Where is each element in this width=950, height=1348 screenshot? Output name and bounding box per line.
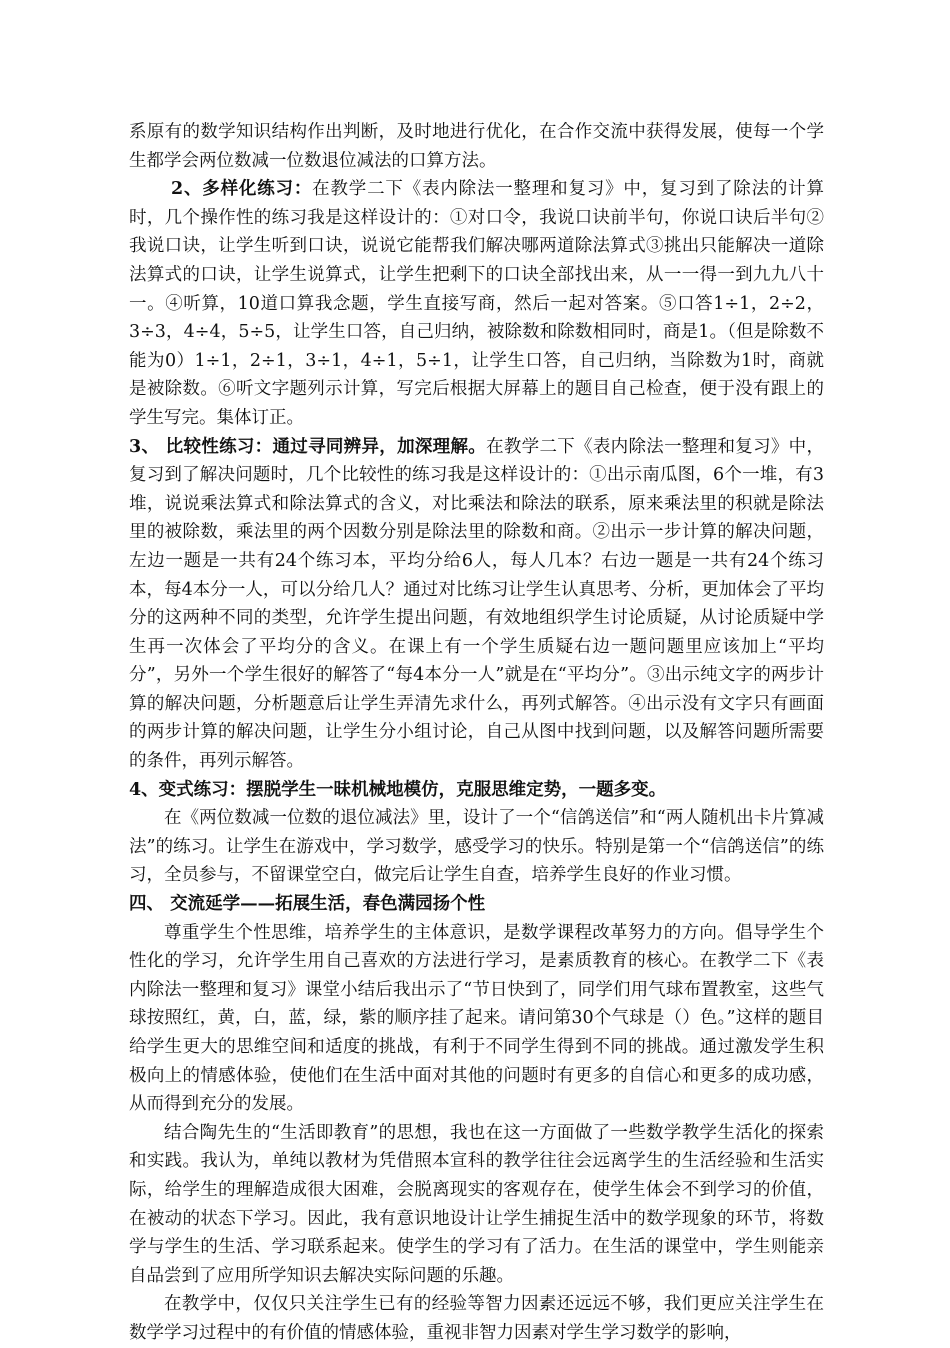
paragraph-comparative-practice bbox=[129, 433, 824, 776]
section-heading-3: 3、 比较性练习：通过寻同辨异，加深理解。 bbox=[129, 436, 487, 457]
document-page bbox=[129, 118, 824, 1348]
paragraph-variant-practice: 在《两位数减一位数的退位减法》里，设计了一个“信鸽送信”和“两人随机出卡片算减法”的练习。让学生在游戏中，学习数学，感受学习的快乐。特别是第一个“信鸽送信”的练习，全员参与，不留课堂空白，做完后让学生自查，培养学生良好的作业习惯。 bbox=[129, 808, 824, 886]
paragraph-life-education: 结合陶先生的“生活即教育”的思想，我也在这一方面做了一些数学教学生活化的探索和实践。我认为，单纯以教材为凭借照本宣科的教学往往会远离学生的生活经验和生活实际，给学生的理解造成很大困难，会脱离现实的客观存在，使学生体会不到学习的价值，在被动的状态下学习。因此，我有意识地设计让学生捕捉生活中的数学现象的环节，将数学与学生的生活、学习联系起来。使学生的学习有了活力。在生活的课堂中，学生则能亲自品尝到了应用所学知识去解决实际问题的乐趣。 bbox=[129, 1122, 824, 1286]
section-heading-part-4: 四、 交流延学——拓展生活，春色满园扬个性 bbox=[129, 894, 486, 915]
paragraph-individuality: 尊重学生个性思维，培养学生的主体意识，是数学课程改革努力的方向。倡导学生个性化的学习，允许学生用自己喜欢的方法进行学习，是素质教育的核心。在教学二下《表内除法一整理和复习》课堂小结后我出示了“节日快到了，同学们用气球布置教室，这些气球按照红，黄，白，蓝，绿，紫的顺序挂了起来。请问第30个气球是（）色。”这样的题目给学生更大的思维空间和适度的挑战，有利于不同学生得到不同的挑战。通过激发学生积极向上的情感体验，使他们在生活中面对其他的问题时有更多的自信心和更多的成功感，从而得到充分的发展。 bbox=[129, 922, 824, 1115]
section-heading-2: 2、多样化练习： bbox=[171, 179, 313, 200]
paragraph-emotional-experience: 在教学中，仅仅只关注学生已有的经验等智力因素还远远不够，我们更应关注学生在数学学习过程中的有价值的情感体验，重视非智力因素对学生学习数学的影响， bbox=[129, 1294, 824, 1343]
paragraph-continuation: 系原有的数学知识结构作出判断，及时地进行优化，在合作交流中获得发展，使每一个学生都学会两位数减一位数退位减法的口算方法。 bbox=[129, 122, 824, 171]
section-heading-4: 4、变式练习：摆脱学生一昧机械地模仿，克服思维定势，一题多变。 bbox=[129, 779, 667, 800]
paragraph-diversified-practice bbox=[129, 175, 824, 432]
paragraph-text: 在教学二下《表内除法一整理和复习》中，复习到了除法的计算时，几个操作性的练习我是这样设计的：①对口令，我说口诀前半句，你说口诀后半句②我说口诀，让学生听到口诀，说说它能帮我们解决哪两道除法算式③挑出只能解决一道除法算式的口诀，让学生说算式，让学生把剩下的口诀全部找出来，从一一得一到九九八十一。④听算，10道口算我念题，学生直接写商，然后一起对答案。⑤口答1÷1，2÷2，3÷3，4÷4，5÷5，让学生口答，自己归纳，被除数和除数相同时，商是1。（但是除数不能为0）1÷1，2÷1，3÷1，4÷1，5÷1，让学生口答，自己归纳，当除数为1时，商就是被除数。⑥听文字题列示计算，写完后根据大屏幕上的题目自己检查，便于没有跟上的学生写完。集体订正。 bbox=[129, 179, 824, 428]
paragraph-text: 在教学二下《表内除法一整理和复习》中，复习到了解决问题时，几个比较性的练习我是这样设计的：①出示南瓜图，6个一堆，有3堆，说说乘法算式和除法算式的含义，对比乘法和除法的联系，原来乘法里的积就是除法里的被除数，乘法里的两个因数分别是除法里的除数和商。②出示一步计算的解决问题，左边一题是一共有24个练习本，平均分给6人，每人几本？右边一题是一共有24个练习本，每4本分一人，可以分给几人？通过对比练习让学生认真思考、分析，更加体会了平均分的这两种不同的类型，允许学生提出问题，有效地组织学生讨论质疑，从讨论质疑中学生再一次体会了平均分的含义。在课上有一个学生质疑右边一题问题里应该加上“平均分”，另外一个学生很好的解答了“每4本分一人”就是在“平均分”。③出示纯文字的两步计算的解决问题，分析题意后让学生弄清先求什么，再列式解答。④出示没有文字只有画面的两步计算的解决问题，让学生分小组讨论，自己从图中找到问题，以及解答问题所需要的条件，再列示解答。 bbox=[129, 436, 824, 772]
